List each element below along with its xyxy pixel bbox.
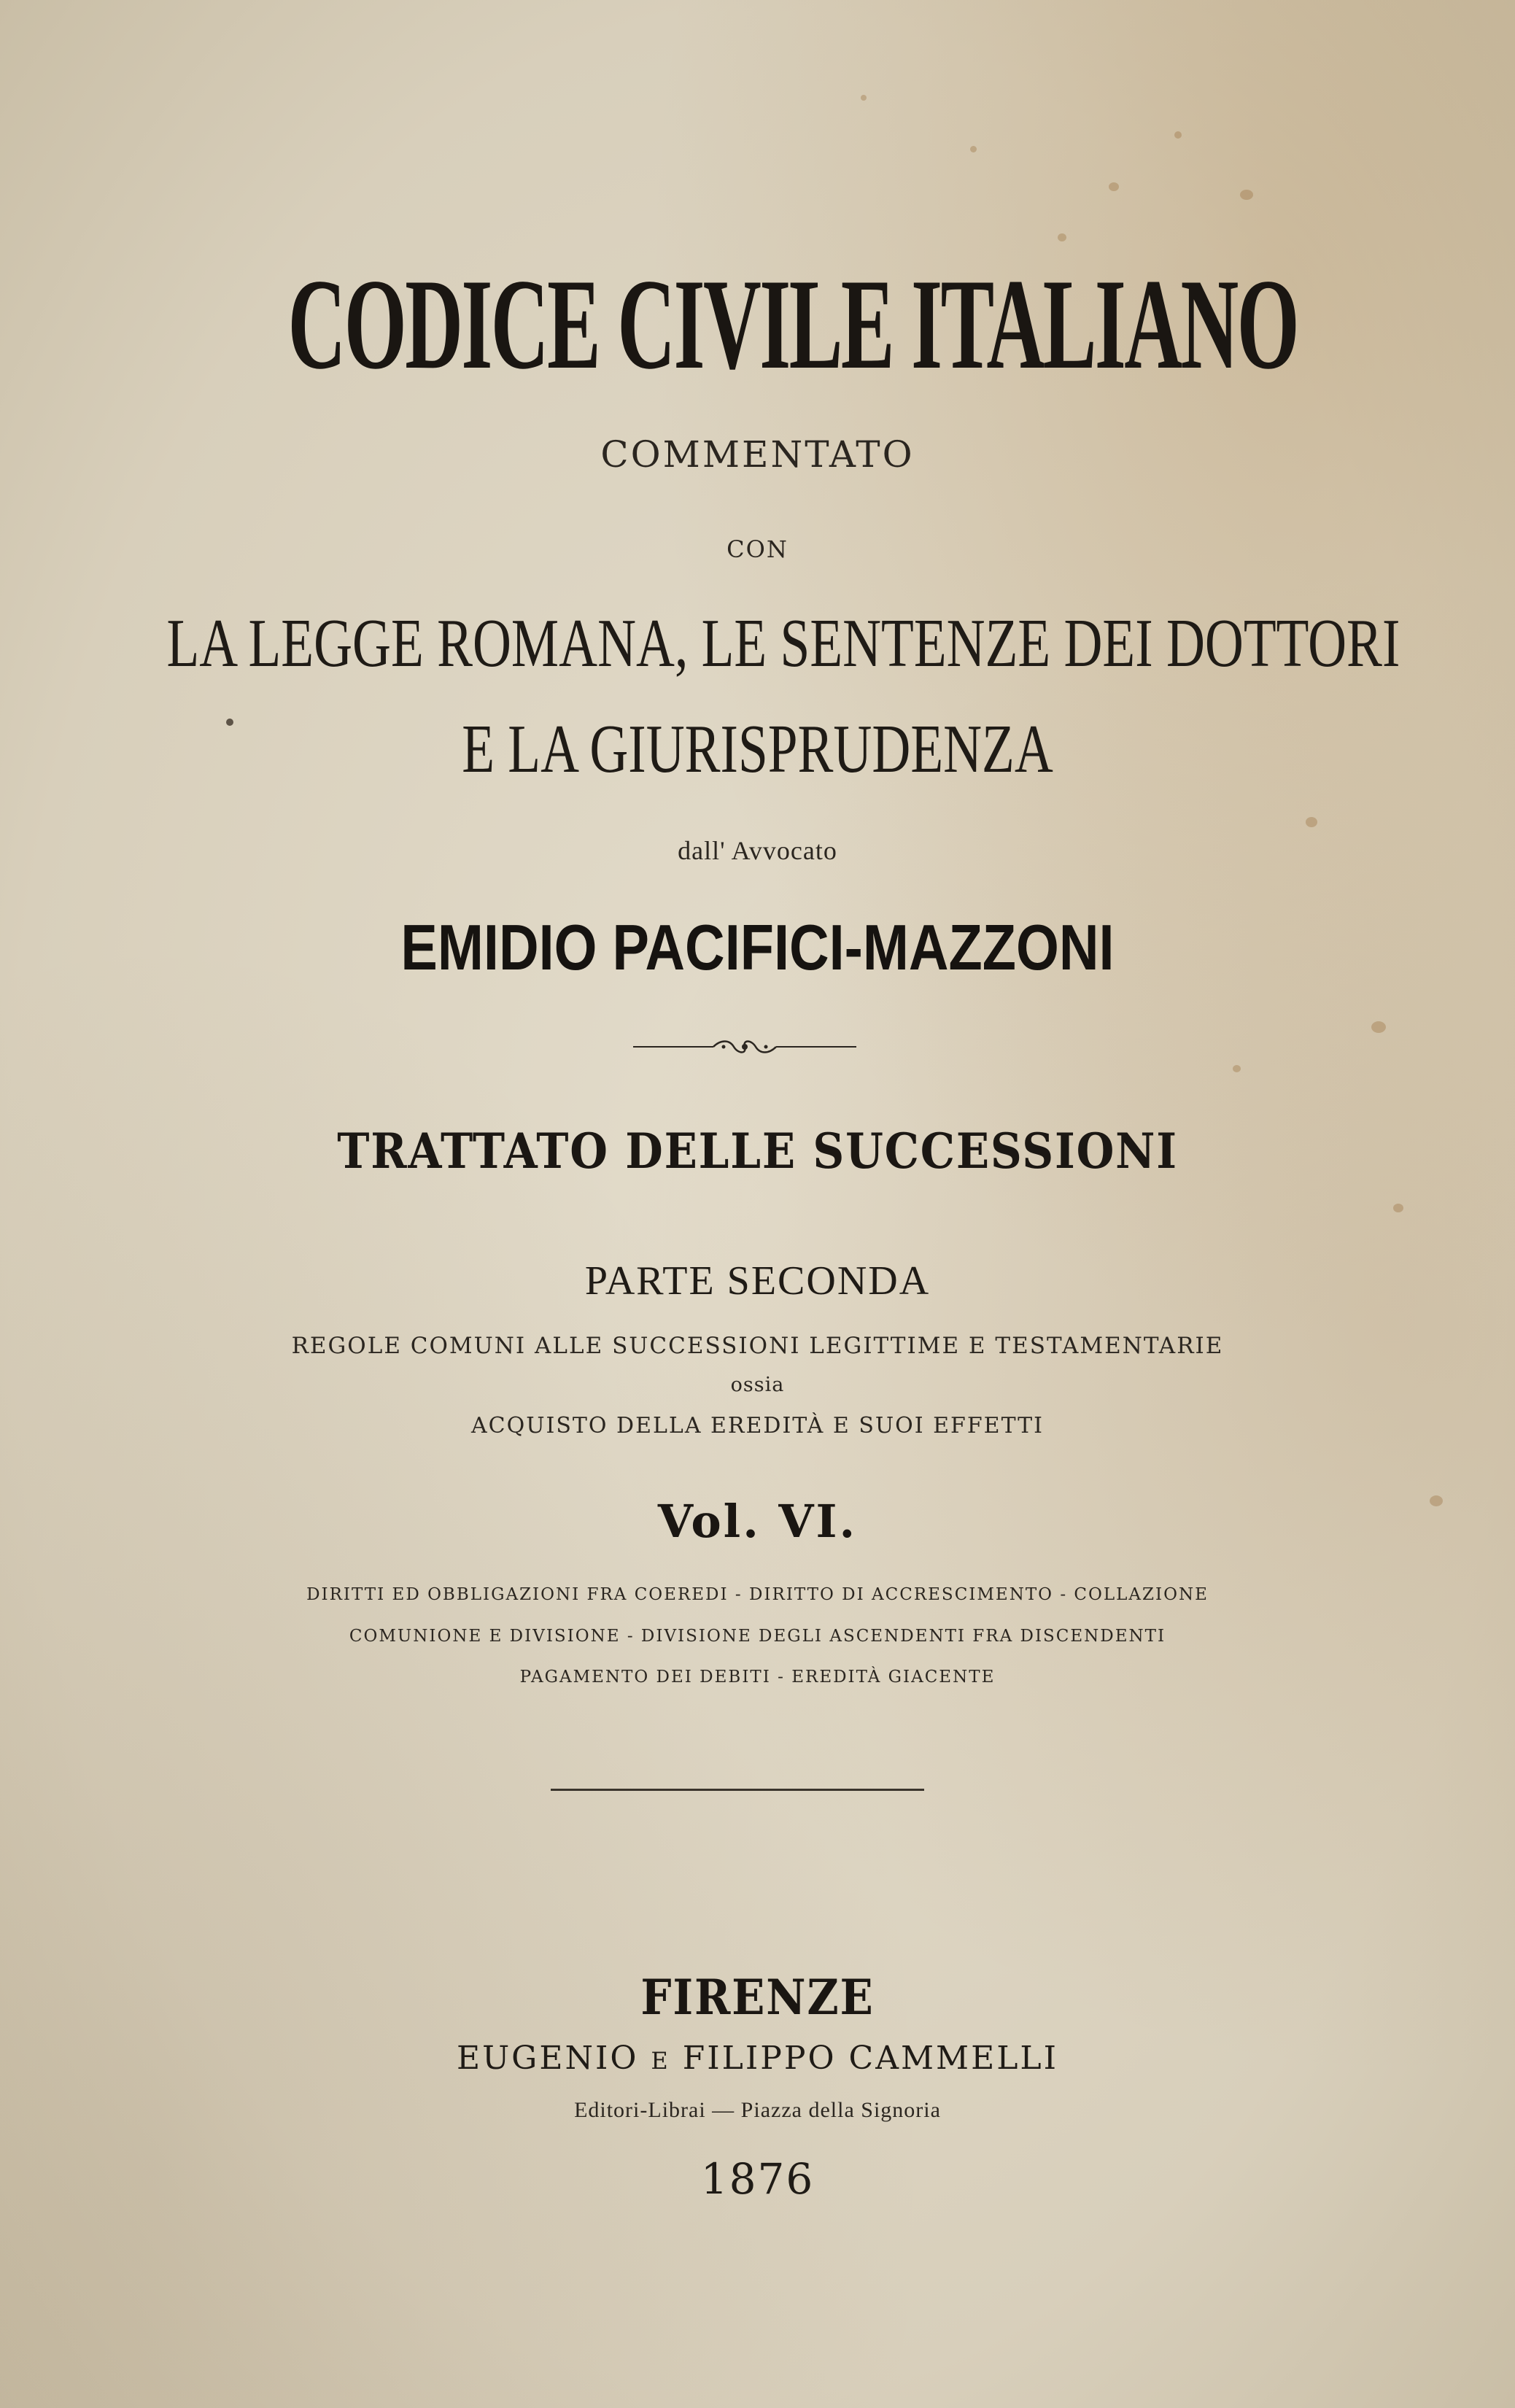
foxing-spot (1174, 131, 1182, 139)
author-name: EMIDIO PACIFICI-MAZZONI (400, 911, 1115, 983)
foxing-spot (1306, 817, 1317, 827)
publisher-address: Editori-Librai — Piazza della Signoria (574, 2098, 941, 2122)
by-line: dall' Avvocato (678, 836, 837, 865)
treatise-title: TRATTATO DELLE SUCCESSIONI (337, 1123, 1178, 1180)
publication-year: 1876 (700, 2154, 815, 2204)
volume-contents-line: COMUNIONE E DIVISIONE - DIVISIONE DEGLI ASCENDENTI FRA DISCENDENTI (349, 1627, 1166, 1646)
foxing-spot (970, 146, 977, 152)
volume-contents-line: DIRITTI ED OBBLIGAZIONI FRA COEREDI - DIRITTO DI ACCRESCIMENTO - COLLAZIONE (306, 1585, 1209, 1604)
foxing-spot (1393, 1204, 1403, 1212)
publisher-name (0, 2040, 1515, 2077)
horizontal-rule (551, 1789, 924, 1791)
publication-city: FIRENZE (640, 1969, 875, 2026)
foxing-spot (861, 95, 867, 101)
book-title: CODICE CIVILE ITALIANO (287, 252, 1298, 396)
con-line: CON (726, 535, 789, 563)
foxing-spot (1240, 190, 1253, 200)
part-heading: PARTE SECONDA (584, 1258, 931, 1304)
foxing-spot (1233, 1065, 1241, 1072)
foxing-spot (1109, 182, 1119, 191)
subtitle-line-1: LA LEGGE ROMANA, LE SENTENZE DEI DOTTORI (166, 605, 1400, 681)
publisher-conjunction: E (651, 2047, 670, 2075)
foxing-spot (1058, 233, 1066, 241)
part-alt-subject: ACQUISTO DELLA EREDITÀ E SUOI EFFETTI (470, 1413, 1044, 1439)
subtitle-line-2: E LA GIURISPRUDENZA (462, 711, 1053, 787)
publisher-last-name: FILIPPO CAMMELLI (682, 2040, 1059, 2077)
publisher-first-name: EUGENIO (456, 2040, 639, 2077)
volume-number: Vol. VI. (657, 1495, 858, 1548)
volume-contents-line: PAGAMENTO DEI DEBITI - EREDITÀ GIACENTE (519, 1668, 996, 1687)
commentato-line: COMMENTATO (600, 433, 915, 476)
ossia-line: ossia (730, 1374, 785, 1396)
part-subject: REGOLE COMUNI ALLE SUCCESSIONI LEGITTIME E TESTAMENTARIE (291, 1333, 1224, 1359)
ornament-divider (633, 1036, 856, 1058)
foxing-spot (1371, 1021, 1386, 1033)
